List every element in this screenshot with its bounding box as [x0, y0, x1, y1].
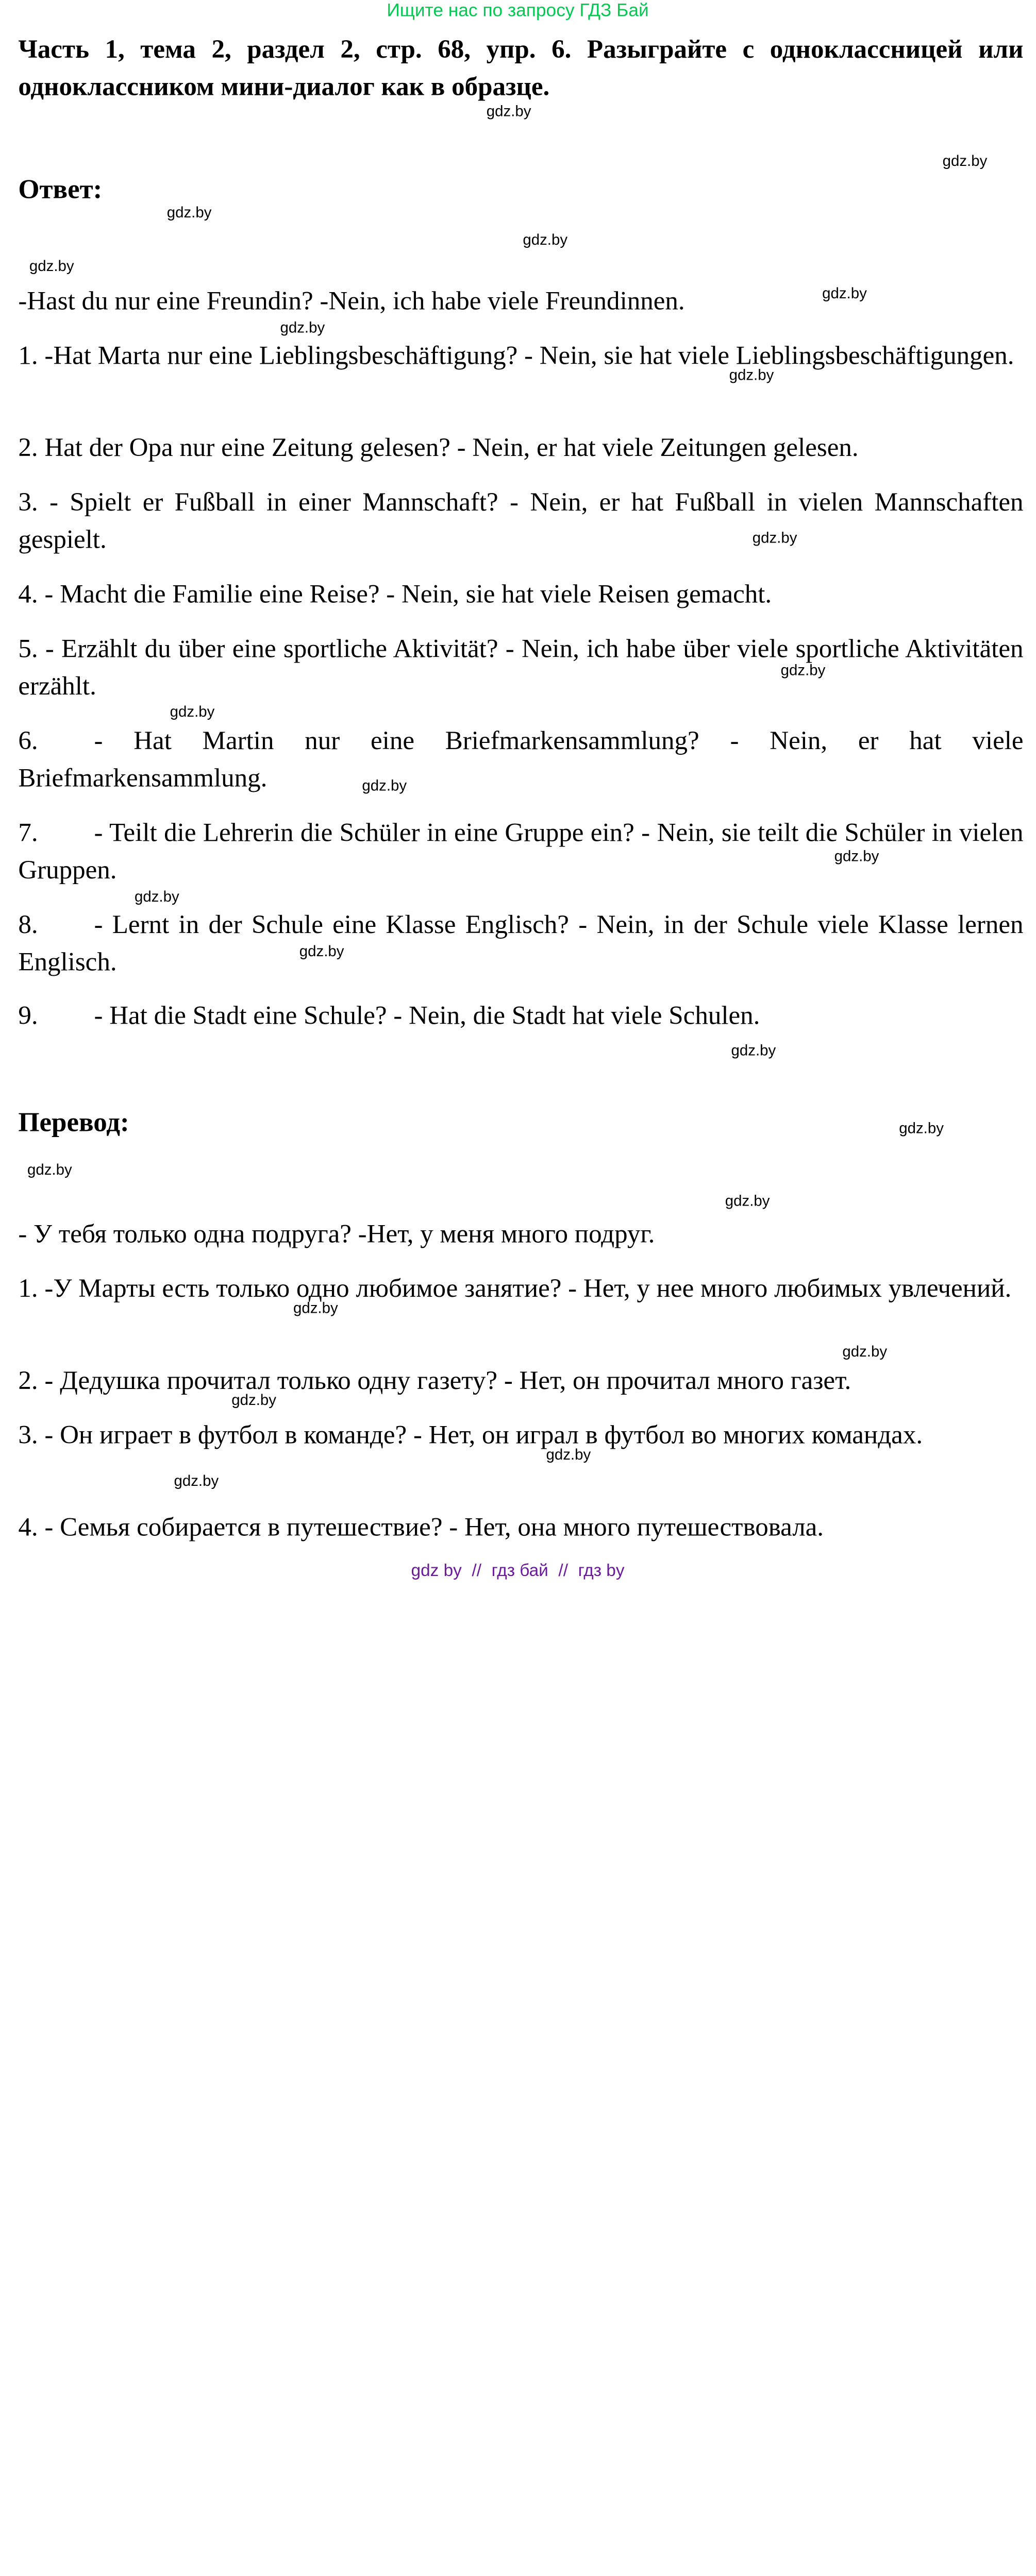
- exercise-title: Часть 1, тема 2, раздел 2, стр. 68, упр. 6. Разыграйте с одноклассницей или одноклассником мини-диалог как в образце.: [18, 34, 1024, 101]
- answer-text: -Hat Marta nur eine Lieblingsbeschäftigung? - Nein, sie hat viele Lieblingsbeschäftigungen.: [44, 341, 1014, 370]
- footer-link[interactable]: гдз бай: [491, 1561, 548, 1580]
- answer-number: 2.: [18, 432, 38, 462]
- translation-text: - Дедушка прочитал только одну газету? - Нет, он прочитал много газет.: [44, 1365, 851, 1395]
- watermark: gdz.by: [731, 1042, 776, 1060]
- answer-example: -Hast du nur eine Freundin? -Nein, ich habe viele Freundinnen.: [18, 286, 685, 316]
- translation-example: - У тебя только одна подруга? -Нет, у меня много подруг.: [18, 1219, 655, 1249]
- answer-number: 8.: [18, 909, 38, 939]
- answer-item: [18, 336, 1023, 374]
- answer-number: 5.: [18, 634, 38, 664]
- answer-text: - Lernt in der Schule eine Klasse Englisch? - Nein, in der Schule viele Klasse lernen Englisch.: [18, 909, 1024, 977]
- answer-text: - Hat Martin nur eine Briefmarkensammlung? - Nein, er hat viele Briefmarkensammlung.: [18, 725, 1024, 793]
- search-banner[interactable]: Ищите нас по запросу ГДЗ Бай: [387, 0, 649, 21]
- watermark: gdz.by: [174, 1472, 219, 1490]
- answer-text: - Teilt die Lehrerin die Schüler in eine Gruppe ein? - Nein, sie teilt die Schüler in vielen Gruppen.: [18, 818, 1024, 885]
- footer-links: [0, 1561, 1035, 1581]
- watermark: gdz.by: [486, 103, 531, 121]
- translation-item: [18, 1416, 1023, 1454]
- watermark: gdz.by: [170, 703, 215, 721]
- translation-heading: Перевод:: [18, 1107, 129, 1138]
- watermark: gdz.by: [725, 1193, 770, 1210]
- watermark: gdz.by: [231, 1392, 277, 1410]
- watermark: gdz.by: [942, 152, 988, 170]
- answer-number: 7.: [18, 818, 38, 848]
- answer-text: Hat der Opa nur eine Zeitung gelesen? - Nein, er hat viele Zeitungen gelesen.: [44, 432, 859, 462]
- answer-item: [18, 575, 1023, 613]
- answer-text: - Macht die Familie eine Reise? - Nein, sie hat viele Reisen gemacht.: [44, 579, 772, 609]
- watermark: gdz.by: [299, 943, 344, 960]
- answer-number: 1.: [18, 341, 38, 370]
- footer-separator: //: [558, 1561, 568, 1580]
- footer-separator: //: [472, 1561, 481, 1580]
- answer-item: [18, 429, 1023, 466]
- answer-item: [18, 483, 1023, 558]
- watermark: gdz.by: [362, 777, 407, 795]
- watermark: gdz.by: [27, 1161, 72, 1179]
- translation-number: 1.: [18, 1274, 38, 1303]
- watermark: gdz.by: [752, 530, 797, 547]
- answer-number: 3.: [18, 487, 38, 517]
- translation-number: 3.: [18, 1420, 38, 1450]
- answer-item: [18, 906, 1023, 980]
- translation-number: 4.: [18, 1512, 38, 1542]
- translation-item: [18, 1362, 1023, 1399]
- watermark: gdz.by: [729, 367, 774, 384]
- answer-item: [18, 722, 1023, 796]
- footer-link[interactable]: гдз by: [578, 1561, 625, 1580]
- watermark: gdz.by: [899, 1120, 944, 1138]
- footer-link[interactable]: gdz by: [411, 1561, 462, 1580]
- answer-item: [18, 997, 1023, 1035]
- answer-heading: Ответ:: [18, 174, 103, 205]
- watermark: gdz.by: [523, 231, 568, 249]
- translation-text: -У Марты есть только одно любимое занятие? - Нет, у нее много любимых увлечений.: [44, 1274, 1012, 1303]
- watermark: gdz.by: [29, 258, 74, 275]
- answer-item: [18, 630, 1023, 704]
- answer-number: 4.: [18, 579, 38, 609]
- watermark: gdz.by: [134, 888, 179, 906]
- translation-text: - Он играет в футбол в команде? - Нет, он играл в футбол во многих командах.: [44, 1420, 923, 1450]
- answer-number: 9.: [18, 1001, 38, 1030]
- watermark: gdz.by: [834, 848, 879, 866]
- answer-text: - Hat die Stadt eine Schule? - Nein, die Stadt hat viele Schulen.: [94, 1001, 760, 1030]
- watermark: gdz.by: [842, 1343, 888, 1361]
- answer-text: - Spielt er Fußball in einer Mannschaft? - Nein, er hat Fußball in vielen Mannschaften gespielt.: [18, 487, 1024, 554]
- watermark: gdz.by: [166, 204, 212, 222]
- watermark: gdz.by: [780, 662, 826, 680]
- watermark: gdz.by: [293, 1300, 338, 1317]
- translation-item: [18, 1508, 1023, 1546]
- watermark: gdz.by: [822, 285, 867, 302]
- answer-number: 6.: [18, 725, 38, 755]
- translation-item: [18, 1269, 1023, 1307]
- watermark: gdz.by: [280, 319, 325, 337]
- translation-number: 2.: [18, 1365, 38, 1395]
- answer-text: - Erzählt du über eine sportliche Aktivität? - Nein, ich habe über viele sportliche Aktivitäten erzählt.: [18, 634, 1024, 701]
- watermark: gdz.by: [546, 1446, 591, 1464]
- translation-text: - Семья собирается в путешествие? - Нет, она много путешествовала.: [44, 1512, 824, 1542]
